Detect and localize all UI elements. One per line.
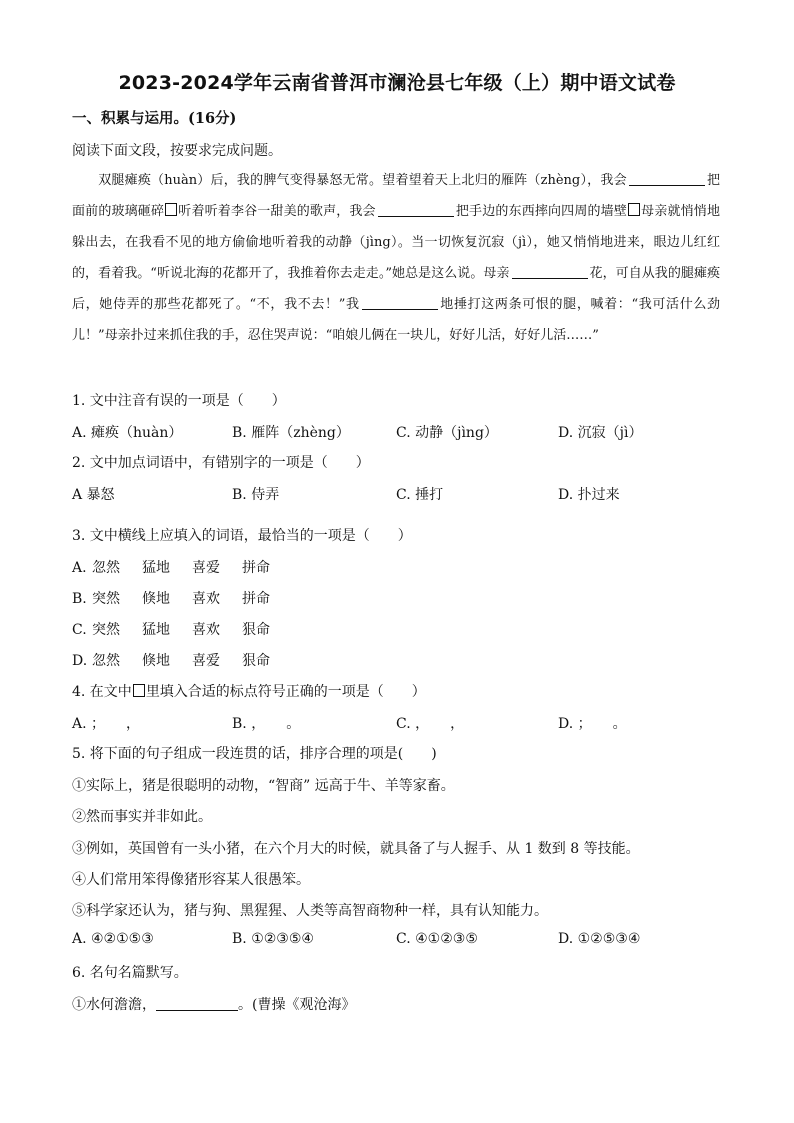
option-b[interactable]: B. 侍弄 — [232, 487, 280, 503]
question-5-sentence-5: ⑤科学家还认为，猪与狗、黑猩猩、人类等高智商物种一样，具有认知能力。 — [72, 903, 548, 919]
question-5-stem: 5. 将下面的句子组成一段连贯的话，排序合理的项是( ) — [72, 746, 437, 762]
question-5-sentence-1: ①实际上，猪是很聪明的动物，“智商” 远高于牛、羊等家畜。 — [72, 778, 455, 794]
question-5-sentence-4: ④人们常用笨得像猪形容某人很愚笨。 — [72, 872, 310, 888]
question-2-stem: 2. 文中加点词语中，有错别字的一项是（ ） — [72, 455, 370, 471]
punctuation-box-1[interactable] — [165, 203, 177, 216]
question-5-options — [72, 931, 732, 951]
option-a[interactable]: A. ④②①⑤③ — [72, 931, 154, 947]
punctuation-box-icon — [133, 684, 145, 697]
exam-title: 2023-2024学年云南省普洱市澜沧县七年级（上）期中语文试卷 — [118, 72, 676, 94]
option-d[interactable]: D. 沉寂（jì） — [558, 425, 643, 441]
option-d[interactable]: D. ； 。 — [558, 716, 627, 732]
answer-blank[interactable] — [156, 996, 238, 1011]
question-3-stem: 3. 文中横线上应填入的词语，最恰当的一项是（ ） — [72, 528, 412, 544]
question-5-sentence-2: ②然而事实并非如此。 — [72, 809, 212, 825]
question-3-option-d[interactable]: D. 忽然 倏地 喜爱 狠命 — [72, 653, 270, 669]
fill-blank-4[interactable] — [362, 295, 438, 310]
passage-text-7: 地捶打这两条可恨的腿，喊着：“我可活什么劲儿！”母亲扑过来抓住我的手，忍住哭声说：“咱娘儿俩在一块儿，好好儿活，好好儿活……” — [72, 297, 720, 343]
question-4-stem: 4. 在文中 里填入合适的标点符号正确的一项是（ ） — [72, 684, 426, 700]
question-4-options — [72, 713, 732, 733]
option-c[interactable]: C. 捶打 — [396, 487, 444, 503]
question-2-options — [72, 484, 732, 504]
option-a[interactable]: A 暴怒 — [72, 487, 115, 503]
option-b[interactable]: B. ， 。 — [232, 716, 301, 732]
option-c[interactable]: C. ， ， — [396, 716, 465, 732]
option-c[interactable]: C. ④①②③⑤ — [396, 931, 478, 947]
question-1-stem: 1. 文中注音有误的一项是（ ） — [72, 393, 286, 409]
option-a[interactable]: A. 瘫痪（huàn） — [72, 425, 183, 441]
punctuation-box-2[interactable] — [628, 203, 640, 216]
option-c[interactable]: C. 动静（jìng） — [396, 425, 498, 441]
question-3-option-b[interactable]: B. 突然 倏地 喜欢 拼命 — [72, 591, 270, 607]
question-5-sentence-3: ③例如，英国曾有一头小猪，在六个月大的时候，就具备了与人握手、从 1 数到 8 等技能。 — [72, 841, 640, 857]
passage-text-3: 听着听着李谷一甜美的歌声，我会 — [178, 204, 376, 219]
option-d[interactable]: D. ①②⑤③④ — [558, 931, 641, 947]
option-a[interactable]: A. ； ， — [72, 716, 141, 732]
section-heading: 一、积累与运用。(16分) — [72, 110, 237, 127]
question-6-line-1: ①水何澹澹， 。(曹操《观沧海》 — [72, 997, 356, 1013]
reading-instruction: 阅读下面文段，按要求完成问题。 — [72, 143, 282, 159]
passage-text-4: 把手边的东西摔向四周的墙壁 — [455, 204, 627, 219]
option-d[interactable]: D. 扑过来 — [558, 487, 620, 503]
fill-blank-3[interactable] — [512, 264, 588, 279]
option-b[interactable]: B. 雁阵（zhèng） — [232, 425, 350, 441]
option-b[interactable]: B. ①②③⑤④ — [232, 931, 314, 947]
passage-text-1: 双腿瘫痪（huàn）后，我的脾气变得暴怒无常。望着望着天上北归的雁阵（zhèng），我会 — [98, 173, 627, 188]
fill-blank-1[interactable] — [629, 171, 705, 186]
passage-text-5: 母亲就悄悄地躲出去，在我看不见的地方偷偷地听着我的动静（jìng）。当一切恢复沉寂（jì），她又悄悄地进来，眼边儿红红的，看着我。“听说北海的花都开了，我推着你去走走。”她总是这么说。母亲 — [72, 204, 720, 281]
question-3-option-c[interactable]: C. 突然 猛地 喜欢 狠命 — [72, 622, 270, 638]
question-3-option-a[interactable]: A. 忽然 猛地 喜爱 拼命 — [72, 560, 270, 576]
passage-text-6: 花，可自从我的腿瘫痪后，她侍弄的那些花都死了。“不，我不去！”我 — [72, 266, 720, 312]
question-6-stem: 6. 名句名篇默写。 — [72, 965, 188, 981]
passage-text-2: 把面前的玻璃砸碎 — [72, 173, 720, 219]
reading-passage — [72, 165, 720, 351]
fill-blank-2[interactable] — [378, 202, 454, 217]
question-1-options — [72, 422, 732, 442]
